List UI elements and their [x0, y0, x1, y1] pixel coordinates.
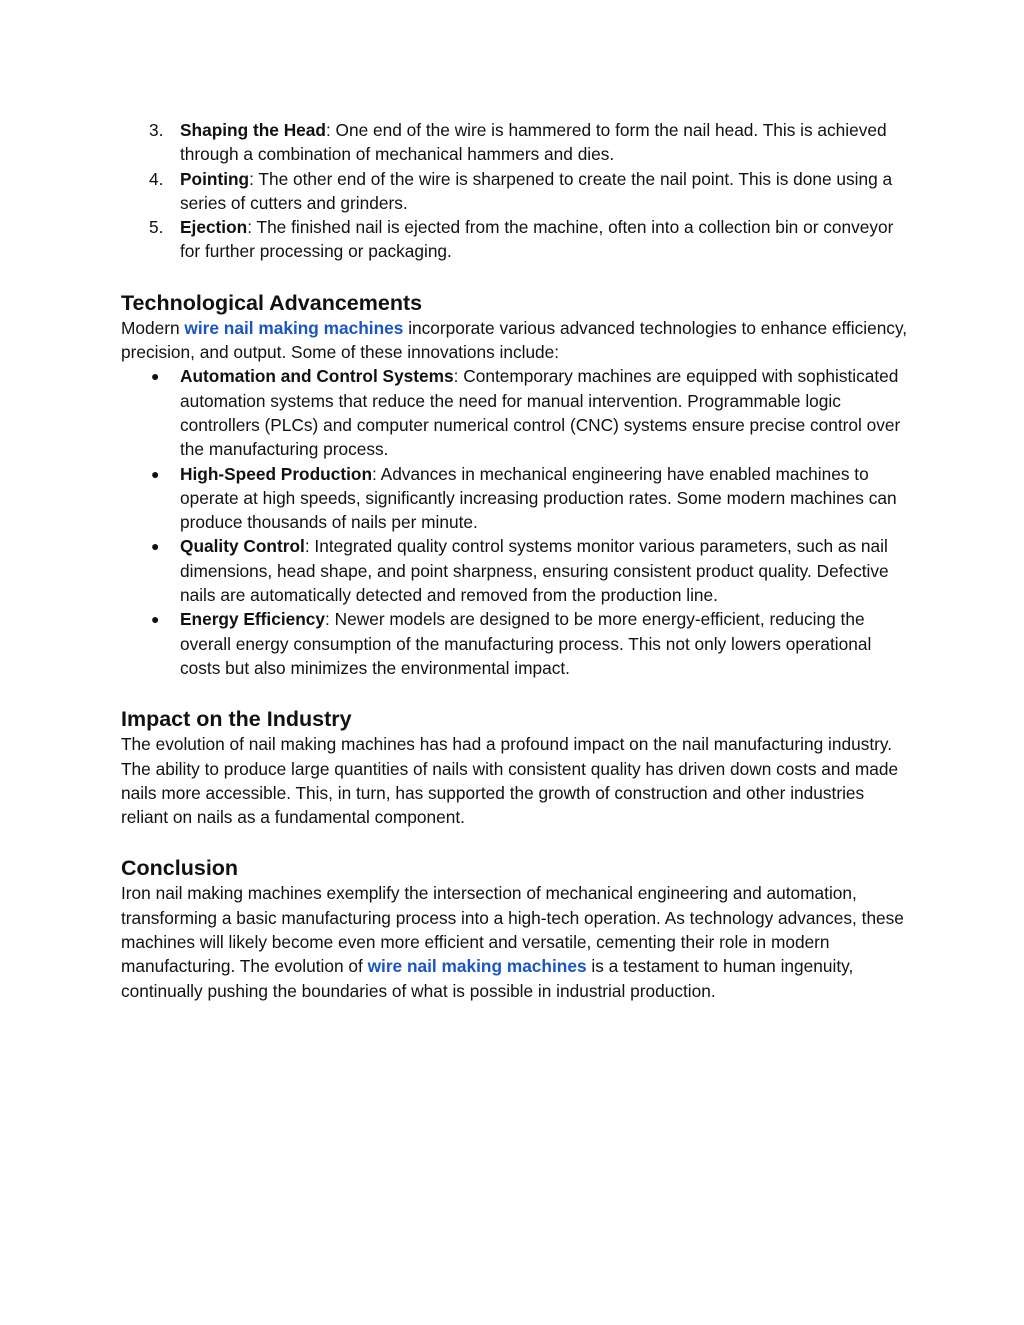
bullet-icon: ● — [151, 538, 160, 555]
section-heading-conclusion: Conclusion — [121, 856, 239, 881]
wire-nail-making-machines-link[interactable]: wire nail making machines — [367, 956, 587, 977]
tech-intro-after: incorporate various advanced technologies to enhance efficiency, precision, and output. Some of these innovations include: — [121, 317, 908, 363]
list-item — [120, 118, 911, 167]
bullet-text: : Newer models are designed to be more energy-efficient, reducing the overall energy consumption of the manufacturing process. This not only lowers operational costs but also minimizes the environmental impact. — [180, 609, 872, 678]
step-number: 4. — [149, 168, 164, 189]
step-text: : One end of the wire is hammered to form the nail head. This is achieved through a combination of mechanical hammers and dies. — [180, 120, 887, 165]
step-number: 3. — [149, 120, 164, 140]
bullet-term: Energy Efficiency — [180, 609, 326, 630]
bullet-text: : Contemporary machines are equipped with sophisticated automation systems that reduce the need for manual intervention. Programmable logic controllers (PLCs) and computer numerical control (CNC) systems ensure precise control over the manufacturing process. — [180, 366, 901, 460]
list-item — [120, 364, 911, 461]
step-text: : The finished nail is ejected from the machine, often into a collection bin or conveyor for further processing or packaging. — [180, 217, 894, 262]
list-item — [120, 167, 911, 216]
tech-intro-paragraph — [121, 316, 911, 365]
tech-intro-before: Modern — [121, 317, 185, 338]
wire-nail-making-machines-link[interactable]: wire nail making machines — [184, 317, 404, 338]
step-text: : The other end of the wire is sharpened to create the nail point. This is done using a series of cutters and grinders. — [180, 168, 893, 213]
section-heading-impact: Impact on the Industry — [121, 707, 352, 732]
process-steps-list — [121, 118, 911, 264]
bullet-text: : Integrated quality control systems monitor various parameters, such as nail dimensions, head shape, and point sharpness, ensuring consistent product quality. Defective nails are automatically detected and removed from the production line. — [180, 536, 889, 606]
bullet-term: High-Speed Production — [180, 463, 373, 484]
list-item — [120, 462, 911, 535]
conclusion-text-after: is a testament to human ingenuity, continually pushing the boundaries of what is possible in industrial production. — [121, 956, 854, 1001]
impact-paragraph: The evolution of nail making machines has had a profound impact on the nail manufacturing industry. The ability to produce large quantities of nails with consistent quality has driven down costs and made nails more accessible. This, in turn, has supported the growth of construction and other industries reliant on nails as a fundamental component. — [121, 734, 899, 828]
advancements-list — [121, 364, 911, 680]
step-term: Pointing — [180, 168, 250, 189]
step-number: 5. — [149, 217, 164, 238]
bullet-text: : Advances in mechanical engineering have enabled machines to operate at high speeds, significantly increasing production rates. Some modern machines can produce thousands of nails per minute. — [180, 463, 897, 533]
step-term: Shaping the Head — [180, 120, 326, 140]
list-item — [120, 215, 911, 264]
bullet-icon: ● — [151, 611, 160, 628]
bullet-term: Quality Control — [180, 536, 305, 557]
bullet-icon: ● — [151, 368, 160, 385]
bullet-term: Automation and Control Systems — [180, 366, 454, 387]
document-page — [121, 118, 911, 1003]
conclusion-text-before: Iron nail making machines exemplify the intersection of mechanical engineering and automation, transforming a basic manufacturing process into a high-tech operation. As technology advances, these machines will likely become even more efficient and versatile, cementing their role in modern manufacturing. The evolution of — [121, 883, 904, 977]
conclusion-paragraph — [121, 881, 911, 1002]
step-term: Ejection — [180, 217, 248, 238]
bullet-icon: ● — [151, 465, 160, 482]
list-item — [120, 607, 911, 680]
list-item — [120, 534, 911, 607]
section-heading-technological-advancements: Technological Advancements — [121, 290, 423, 315]
